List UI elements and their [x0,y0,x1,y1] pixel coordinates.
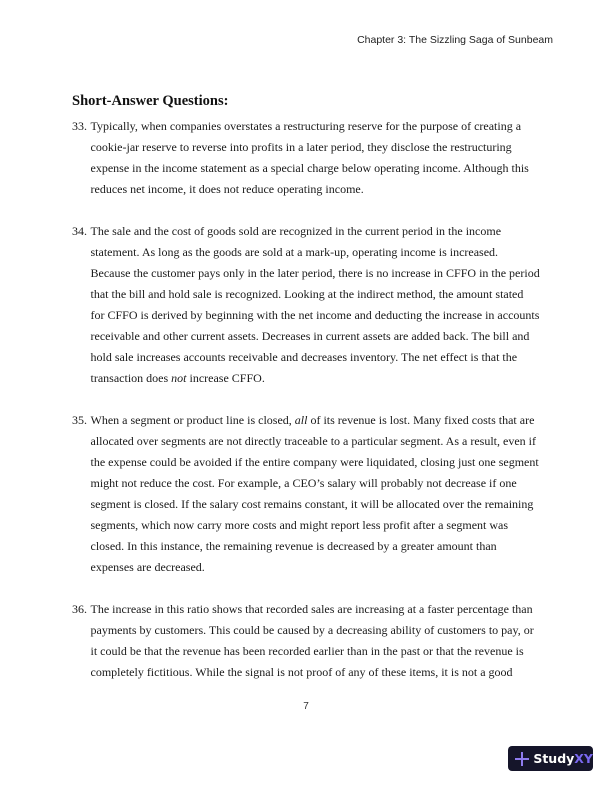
answer-line: that the bill and hold sale is recognized. Looking at the indirect method, the amount stated [90,287,524,301]
emphasis-text: all [294,413,308,427]
question-number: 36. [72,602,87,616]
text-run: When a segment or product line is closed, [90,413,295,427]
answer-line: completely fictitious. While the signal is not proof of any of these items, it is not a good [90,665,513,679]
answer-line: it could be that the revenue has been recorded earlier than in the past or that the revenue is [90,644,524,658]
text-run: transaction does [90,371,172,385]
brand-accent: XY [574,751,593,766]
answer-line: Typically, when companies overstates a restructuring reserve for the purpose of creating a [90,119,522,133]
answer-line: statement. As long as the goods are sold at a mark-up, operating income is increased. [90,245,499,259]
answer-line: allocated over segments are not directly traceable to a particular segment. As a result, even if [90,434,536,448]
answer-line: segment is closed. If the salary cost remains constant, it will be allocated over the remaining [90,497,534,511]
answer-line: The sale and the cost of goods sold are recognized in the current period in the income [90,224,502,238]
running-header: Chapter 3: The Sizzling Saga of Sunbeam [357,34,553,46]
answer-line: for CFFO is derived by beginning with the net income and deducting the increase in accounts [90,308,540,322]
question-list [72,116,552,704]
brand-name: Study [533,751,575,766]
emphasis-text: not [171,371,187,385]
answer-line: the expense could be avoided if the entire company were liquidated, closing just one segment [90,455,539,469]
question-number: 33. [72,119,87,133]
answer-line: closed. In this instance, the remaining revenue is decreased by a greater amount than [90,539,497,553]
text-run: of its revenue is lost. Many fixed costs that are [307,413,535,427]
question-34 [72,221,552,389]
text-run: increase CFFO. [186,371,265,385]
studyxy-badge[interactable] [508,746,593,771]
answer-line: reduces net income, it does not reduce operating income. [90,182,364,196]
answer-line: might not reduce the cost. For example, a CEO’s salary will probably not decrease if one [90,476,517,490]
answer-line: hold sale increases accounts receivable and decreases inventory. The net effect is that the [90,350,518,364]
plus-icon [515,752,528,766]
section-title: Short-Answer Questions: [72,93,229,109]
answer-line: Because the customer pays only in the later period, there is no increase in CFFO in the period [90,266,540,280]
answer-line: segments, which now carry more costs and might report less profit after a segment was [90,518,509,532]
question-33 [72,116,552,200]
answer-line [91,368,553,389]
question-number: 34. [72,224,87,238]
answer-line: receivable and other current assets. Decreases in current assets are added back. The bill and [90,329,530,343]
answer-line: payments by customers. This could be caused by a decreasing ability of customers to pay, or [90,623,534,637]
answer-line: cookie-jar reserve to reverse into profits in a later period, they disclose the restructuring [90,140,512,154]
answer-line: expenses are decreased. [90,560,205,574]
answer-line: The increase in this ratio shows that recorded sales are increasing at a faster percentage than [90,602,533,616]
answer-line: expense in the income statement as a special charge below operating income. Although this [90,161,529,175]
question-number: 35. [72,413,87,427]
question-35 [72,410,552,578]
question-36 [72,599,552,683]
answer-line [91,410,553,431]
page-number: 7 [303,701,309,712]
